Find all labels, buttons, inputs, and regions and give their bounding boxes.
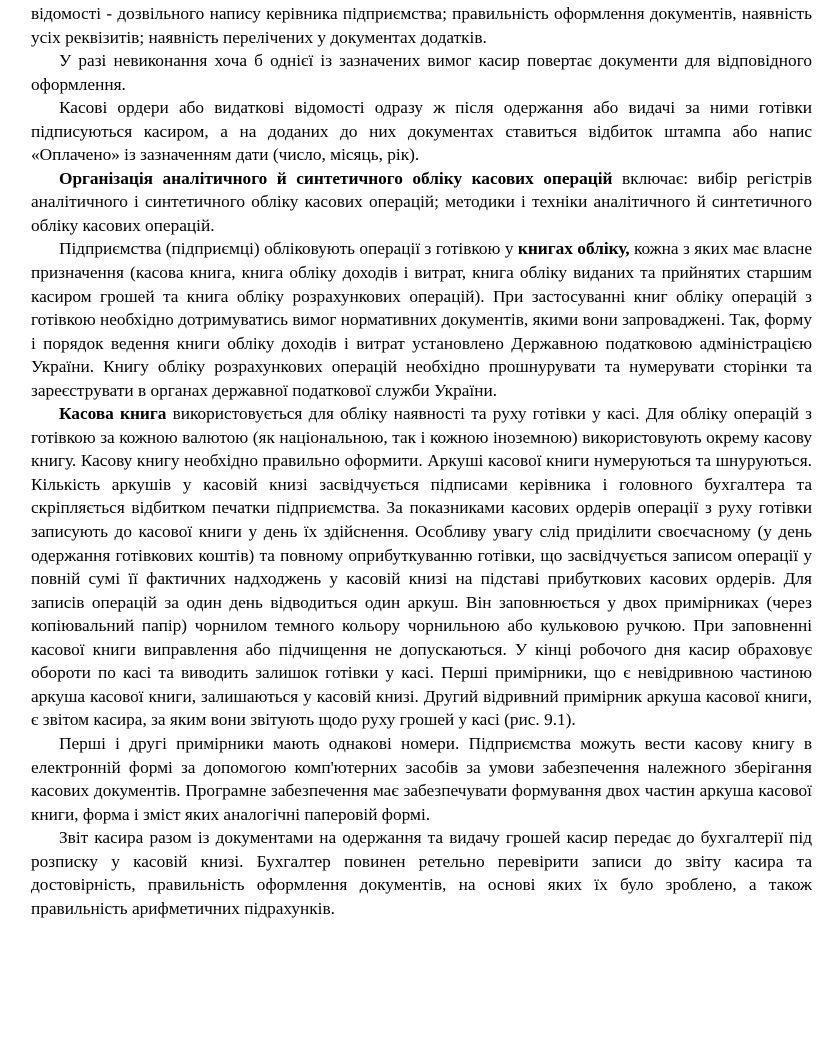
paragraph-1 xyxy=(31,2,812,49)
paragraph-7-text: Перші і другі примірники мають однакові номери. Підприємства можуть вести касову книгу в електронній формі за допомогою комп'ютерних засобів за умови забезпечення належного зберігання касових документів. Програмне забезпечення має забезпечувати формування двох частин аркуша касової книги, форма і зміст яких аналогічні паперовій формі. xyxy=(31,733,812,824)
paragraph-6 xyxy=(31,402,812,732)
paragraph-4 xyxy=(31,167,812,238)
paragraph-6-bold-term: Касова книга xyxy=(59,404,167,424)
paragraph-5-bold-term: книгах обліку, xyxy=(517,239,630,259)
paragraph-3 xyxy=(31,96,812,167)
paragraph-7 xyxy=(31,732,812,826)
paragraph-4-bold-term: Організація аналітичного й синтетичного обліку касових операцій xyxy=(59,168,613,188)
paragraph-6-text: використовується для обліку наявності та руху готівки у касі. Для обліку операцій з готівкою за кожною валютою (як національною, так і кожною іноземною) використовують окрему касову книгу. Касову книгу необхідно правильно оформити. Аркуші касової книги нумеруються та шнуруються. Кількість аркушів у касовій книзі засвідчується підписами керівника і головного бухгалтера та скріпляється відбитком печатки підприємства. За показниками касових ордерів операції з руху готівки записують до касової книги у день їх здійснення. Особливу увагу слід приділити своєчасному (у день одержання готівкових коштів) та повному оприбуткуванню готівки, що засвідчується записом операції у повній сумі її фактичних надходжень у касовій книзі на підставі прибуткових касових ордерів. Для записів операцій за один день відводиться один аркуш. Він заповнюється у двох примірниках (через копіювальний папір) чорнилом темного кольору чорнильною або кульковою ручкою. При заповненні касової книги виправлення або підчищення не допускаються. У кінці робочого дня касир обраховує обороти по касі та виводить залишок готівки у касі. Перші примірники, що є невідривною частиною аркуша касової книги, залишаються у касовій книзі. Другий відривний примірник аркуша касової книги, є звітом касира, за яким вони звітують щодо руху грошей у касі (рис. 9.1). xyxy=(31,404,812,730)
paragraph-8-text: Звіт касира разом із документами на одержання та видачу грошей касир передає до бухгалтерії під розписку у касовій книзі. Бухгалтер повинен ретельно перевірити записи до звіту касира та достовірність, правильність оформлення документів, на основі яких їх було зроблено, а також правильність арифметичних підрахунків. xyxy=(31,828,812,918)
paragraph-5-text-a: Підприємства (підприємці) обліковують операції з готівкою у xyxy=(59,239,518,259)
paragraph-4-text: включає: вибір регістрів аналітичного і синтетичного обліку касових операцій; методики і техніки аналітичного й синтетичного обліку касових операцій. xyxy=(31,168,812,235)
paragraph-5 xyxy=(31,237,812,402)
paragraph-2 xyxy=(31,49,812,96)
paragraph-2-text: У разі невиконання хоча б однієї із зазначених вимог касир повертає документи для відповідного оформлення. xyxy=(31,51,812,94)
paragraph-1-text: відомості - дозвільного напису керівника підприємства; правильність оформлення документів, наявність усіх реквізитів; наявність перелічених у документах додатків. xyxy=(31,4,812,47)
paragraph-3-text: Касові ордери або видаткові відомості одразу ж після одержання або видачі за ними готівки підписуються касиром, а на доданих до них документах ставиться відбиток штампа або напис «Оплачено» із зазначенням дати (число, місяць, рік). xyxy=(31,98,812,165)
paragraph-5-text-b: кожна з яких має власне призначення (касова книга, книга обліку доходів і витрат, книга обліку виданих та прийнятих старшим касиром грошей та книга обліку розрахункових операцій). При застосуванні книг обліку операцій з готівкою необхідно дотримуватись вимог нормативних документів, якими вони запроваджені. Так, форму і порядок ведення книги обліку доходів і витрат установлено Державною податковою адміністрацією України. Книгу обліку розрахункових операцій необхідно прошнурувати та нумерувати сторінки та зареєструвати в органах державної податкової служби України. xyxy=(31,239,812,400)
paragraph-8 xyxy=(31,826,812,920)
